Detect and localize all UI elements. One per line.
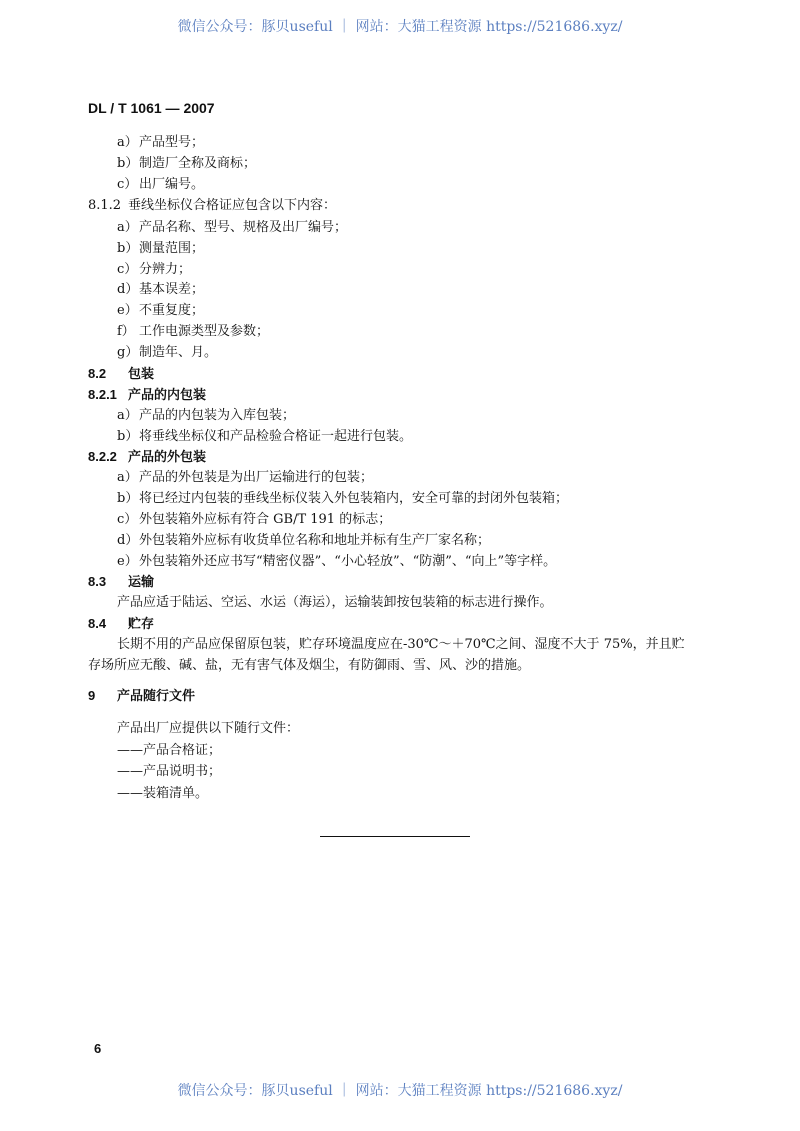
item-text: 不重复度； <box>139 303 205 318</box>
standard-header: DL / T 1061 — 2007 <box>88 100 215 116</box>
section-9 <box>88 687 195 705</box>
list-item <box>117 219 347 237</box>
section-number: 8.2.1 <box>88 387 117 402</box>
section-number: 8.2.2 <box>88 449 117 464</box>
section-8-1-2 <box>88 197 336 215</box>
paragraph-8-4-line1 <box>117 636 685 654</box>
list-item <box>117 155 256 173</box>
item-marker: b） <box>117 491 139 506</box>
item-text: 将已经过内包装的垂线坐标仪装入外包装箱内，安全可靠的封闭外包装箱； <box>139 491 569 506</box>
item-text: 制造厂全称及商标； <box>139 156 257 171</box>
item-text: ——产品说明书； <box>117 764 222 779</box>
paragraph-9 <box>117 720 299 738</box>
item-marker: e） <box>117 554 138 569</box>
list-item <box>117 261 191 279</box>
item-marker: d） <box>117 533 139 548</box>
item-marker: d） <box>117 282 139 297</box>
list-item <box>117 763 221 781</box>
section-8-2-1 <box>88 386 206 404</box>
list-item <box>117 490 568 508</box>
list-item <box>117 281 204 299</box>
section-8-3 <box>88 573 154 591</box>
item-text: ——产品合格证； <box>117 743 222 758</box>
list-item <box>117 742 221 760</box>
item-text: 将垂线坐标仪和产品检验合格证一起进行包装。 <box>139 429 413 444</box>
item-text: ——装箱清单。 <box>117 786 209 801</box>
list-item <box>117 532 490 550</box>
item-marker: f） <box>117 324 135 339</box>
section-number: 8.2 <box>88 366 107 381</box>
item-text: 产品型号； <box>139 135 205 150</box>
list-item <box>117 511 391 529</box>
item-text: 产品的内包装为入库包装； <box>139 408 296 423</box>
watermark-bottom: 微信公众号：豚贝useful ｜ 网站：大猫工程资源 https://521686.xyz/ <box>177 1083 623 1099</box>
item-marker: a） <box>117 408 138 423</box>
section-8-2 <box>88 365 154 383</box>
list-item <box>117 240 204 258</box>
list-item <box>117 134 204 152</box>
item-marker: a） <box>117 135 138 150</box>
paragraph: 长期不用的产品应保留原包装，贮存环境温度应在-30℃～＋70℃之间、湿度不大于 75%，并且贮 <box>117 637 685 652</box>
item-marker: b） <box>117 429 139 444</box>
section-number: 8.4 <box>88 616 107 631</box>
list-item <box>117 302 204 320</box>
page-number: 6 <box>94 1041 102 1056</box>
item-marker: a） <box>117 470 138 485</box>
item-text: 出厂编号。 <box>139 177 205 192</box>
watermark-top: 微信公众号：豚贝useful ｜ 网站：大猫工程资源 https://521686.xyz/ <box>177 19 623 35</box>
item-text: 分辨力； <box>139 262 192 277</box>
item-marker: e） <box>117 303 138 318</box>
section-number: 8.1.2 <box>88 198 122 213</box>
item-text: 外包装箱外还应书写“精密仪器”、“小心轻放”、“防潮”、“向上”等字样。 <box>139 554 557 569</box>
item-marker: b） <box>117 241 139 256</box>
item-text: 测量范围； <box>139 241 205 256</box>
item-text: 工作电源类型及参数； <box>139 324 270 339</box>
section-8-4 <box>88 615 154 633</box>
item-marker: c） <box>117 262 138 277</box>
paragraph-8-3 <box>117 594 553 612</box>
item-text: 制造年、月。 <box>139 345 218 360</box>
section-title: 产品的外包装 <box>128 449 207 464</box>
item-text: 基本误差； <box>139 282 205 297</box>
section-title: 包装 <box>128 366 155 381</box>
section-title: 贮存 <box>128 616 155 631</box>
list-item <box>117 344 217 362</box>
paragraph: 产品出厂应提供以下随行文件： <box>117 721 300 736</box>
paragraph: 存场所应无酸、碱、盐，无有害气体及烟尘，有防御雨、雪、风、沙的措施。 <box>88 658 531 673</box>
item-marker: a） <box>117 220 138 235</box>
section-title: 垂线坐标仪合格证应包含以下内容： <box>128 198 337 213</box>
item-text: 外包装箱外应标有符合 GB/T 191 的标志； <box>139 512 392 527</box>
list-item <box>117 407 295 425</box>
section-title: 产品随行文件 <box>117 688 196 703</box>
list-item <box>117 469 373 487</box>
paragraph: 产品应适于陆运、空运、水运（海运），运输装卸按包装箱的标志进行操作。 <box>117 595 553 610</box>
list-item <box>117 785 208 803</box>
list-item <box>117 323 269 341</box>
item-marker: c） <box>117 512 138 527</box>
list-item <box>117 428 412 446</box>
item-text: 外包装箱外应标有收货单位名称和地址并标有生产厂家名称； <box>139 533 491 548</box>
item-marker: c） <box>117 177 138 192</box>
section-8-2-2 <box>88 448 206 466</box>
paragraph-8-4-line2 <box>88 657 530 675</box>
item-marker: g） <box>117 345 139 360</box>
item-marker: b） <box>117 156 139 171</box>
item-text: 产品名称、型号、规格及出厂编号； <box>139 220 348 235</box>
section-title: 运输 <box>128 574 155 589</box>
section-number: 9 <box>88 688 96 703</box>
list-item <box>117 553 556 571</box>
end-rule <box>320 836 470 837</box>
list-item <box>117 176 204 194</box>
item-text: 产品的外包装是为出厂运输进行的包装； <box>139 470 374 485</box>
section-number: 8.3 <box>88 574 107 589</box>
section-title: 产品的内包装 <box>128 387 207 402</box>
